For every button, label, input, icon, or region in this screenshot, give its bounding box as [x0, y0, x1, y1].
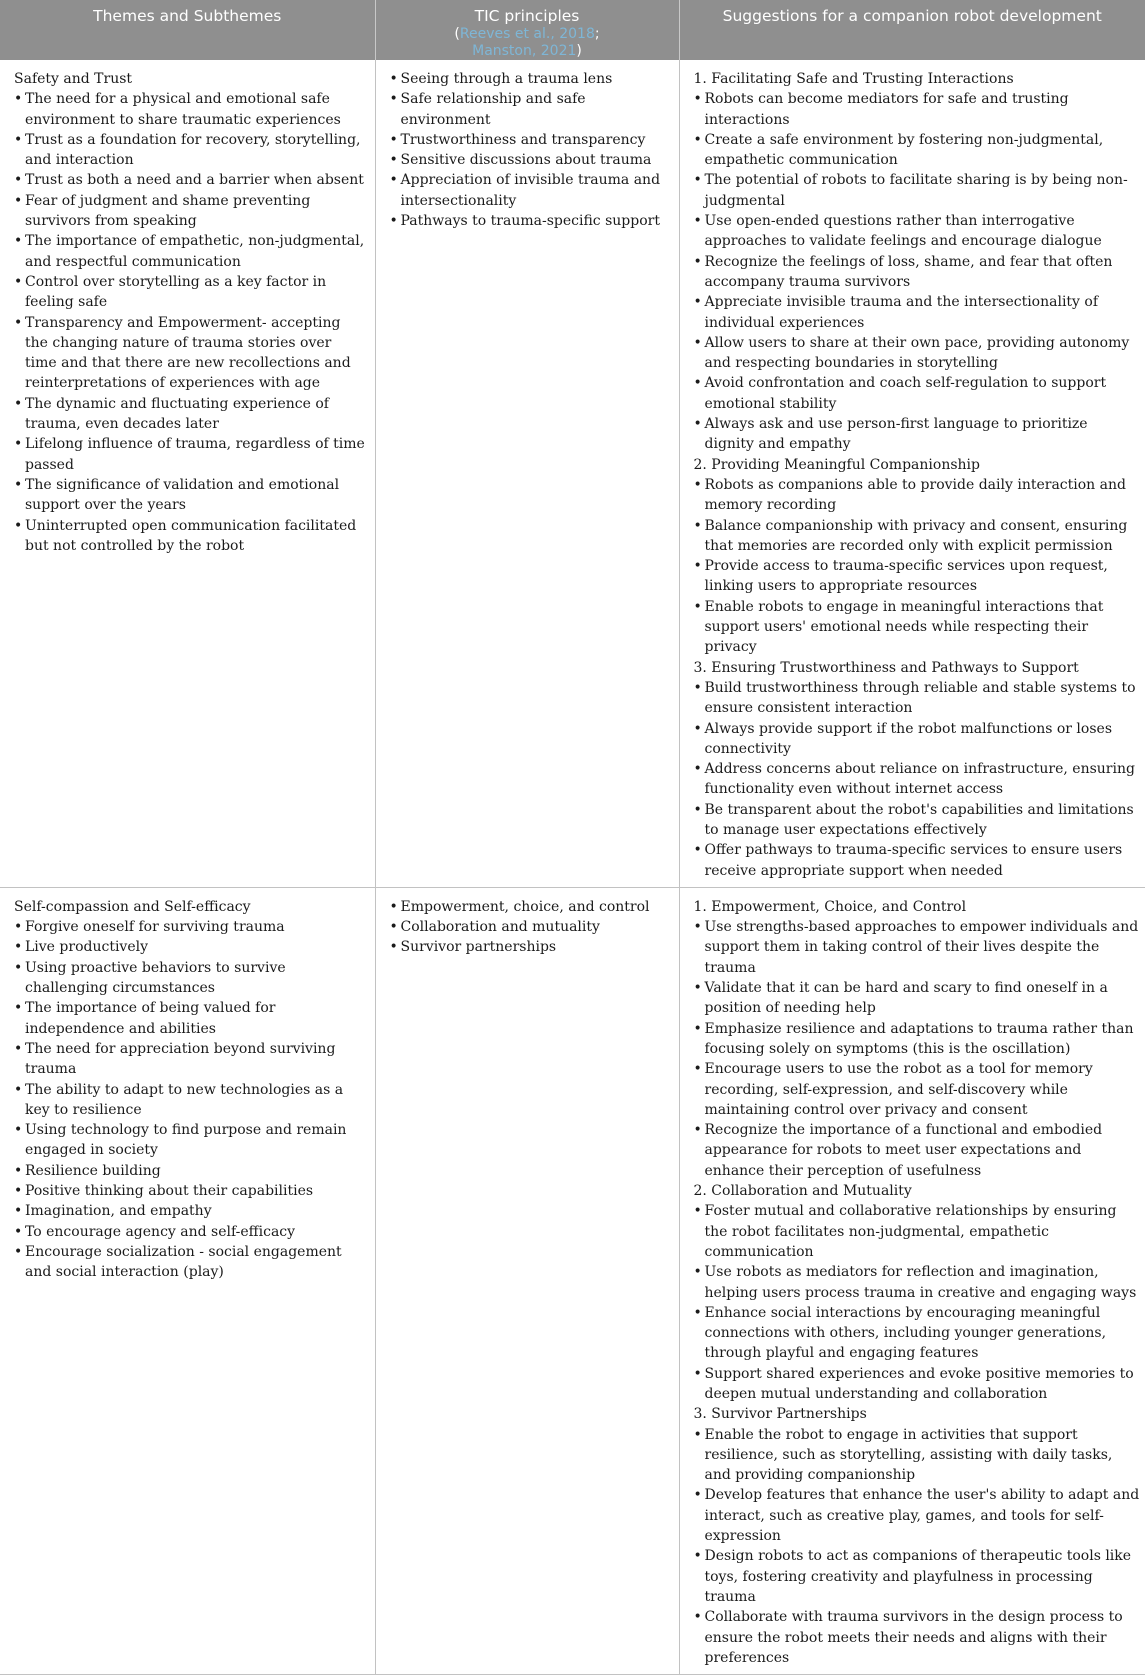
subtheme-item: • Lifelong influence of trauma, regardless of time passed	[14, 434, 367, 475]
citation-link-reeves[interactable]: Reeves et al., 2018	[459, 26, 595, 42]
suggestion-list	[694, 917, 1142, 1181]
subtheme-item: • Resilience building	[14, 1161, 367, 1181]
subtheme-item: • The importance of empathetic, non-judgmental, and respectful communication	[14, 231, 367, 272]
header-tic-principles: TIC principles (Reeves et al., 2018; Manston, 2021)	[375, 0, 679, 60]
suggestion-group-heading: 1. Empowerment, Choice, and Control	[693, 898, 967, 915]
subtheme-item: • Forgive oneself for surviving trauma	[14, 917, 367, 937]
suggestion-group-heading: 3. Survivor Partnerships	[693, 1406, 867, 1423]
principle-item: • Empowerment, choice, and control	[390, 897, 671, 917]
theme-cell	[0, 60, 375, 887]
principle-item: • Collaboration and mutuality	[390, 917, 671, 937]
header-suggestions: Suggestions for a companion robot development	[679, 0, 1145, 60]
suggestion-item: • Appreciate invisible trauma and the intersectionality of individual experiences	[694, 292, 1142, 333]
suggestion-group-heading: 1. Facilitating Safe and Trusting Interactions	[693, 71, 1014, 87]
subtheme-item: • Encourage socialization - social engagement and social interaction (play)	[14, 1242, 367, 1283]
subtheme-item: • Live productively	[14, 937, 367, 957]
suggestion-list	[694, 89, 1142, 454]
suggestions-cell	[679, 60, 1145, 887]
suggestion-item: • Use strengths-based approaches to empower individuals and support them in taking control of their lives despite the trauma	[694, 917, 1142, 978]
subtheme-item: • To encourage agency and self-efficacy	[14, 1222, 367, 1242]
suggestion-item: • Enable the robot to engage in activities that support resilience, such as storytelling, assisting with daily tasks, and providing companionship	[694, 1425, 1142, 1486]
suggestion-item: • Recognize the importance of a functional and embodied appearance for robots to meet user expectations and enhance their perception of usefulness	[694, 1120, 1142, 1181]
principle-item: • Survivor partnerships	[390, 937, 671, 957]
subtheme-item: • Trust as both a need and a barrier when absent	[14, 170, 367, 190]
suggestion-item: • Robots can become mediators for safe and trusting interactions	[694, 89, 1142, 130]
suggestion-item: • Create a safe environment by fostering non-judgmental, empathetic communication	[694, 130, 1142, 171]
principle-list	[390, 897, 671, 958]
subtheme-item: • Using technology to find purpose and remain engaged in society	[14, 1120, 367, 1161]
principles-cell	[375, 60, 679, 887]
suggestion-list	[694, 475, 1142, 658]
suggestion-item: • Always provide support if the robot malfunctions or loses connectivity	[694, 719, 1142, 760]
table-row	[0, 887, 1145, 1674]
subtheme-item: • Imagination, and empathy	[14, 1201, 367, 1221]
subtheme-list	[14, 917, 367, 1282]
subtheme-item: • Trust as a foundation for recovery, storytelling, and interaction	[14, 130, 367, 171]
subtheme-list	[14, 89, 367, 556]
header-themes: Themes and Subthemes	[0, 0, 375, 60]
suggestion-item: • Address concerns about reliance on infrastructure, ensuring functionality even without internet access	[694, 759, 1142, 800]
principle-item: • Seeing through a trauma lens	[390, 69, 671, 89]
suggestion-item: • Emphasize resilience and adaptations to trauma rather than focusing solely on symptoms (this is the oscillation)	[694, 1019, 1142, 1060]
suggestion-item: • Enhance social interactions by encouraging meaningful connections with others, including younger generations, through playful and engaging features	[694, 1303, 1142, 1364]
subtheme-item: • The need for a physical and emotional safe environment to share traumatic experiences	[14, 89, 367, 130]
subtheme-item: • Transparency and Empowerment- accepting the changing nature of trauma stories over time and that there are new recollections and reinterpretations of experiences with age	[14, 313, 367, 394]
theme-title: Self-compassion and Self-efficacy	[14, 898, 251, 915]
suggestion-item: • Foster mutual and collaborative relationships by ensuring the robot facilitates non-judgmental, empathetic communication	[694, 1201, 1142, 1262]
table-row	[0, 60, 1145, 887]
suggestion-item: • Be transparent about the robot's capabilities and limitations to manage user expectations effectively	[694, 800, 1142, 841]
suggestion-group-heading: 2. Providing Meaningful Companionship	[693, 456, 980, 473]
subtheme-item: • Fear of judgment and shame preventing survivors from speaking	[14, 191, 367, 232]
header-row	[0, 0, 1145, 60]
subtheme-item: • The need for appreciation beyond surviving trauma	[14, 1039, 367, 1080]
suggestion-item: • Collaborate with trauma survivors in the design process to ensure the robot meets their needs and aligns with their preferences	[694, 1607, 1142, 1668]
principle-item: • Safe relationship and safe environment	[390, 89, 671, 130]
subtheme-item: • Positive thinking about their capabilities	[14, 1181, 367, 1201]
suggestion-list	[694, 1425, 1142, 1669]
suggestion-item: • Validate that it can be hard and scary to find oneself in a position of needing help	[694, 978, 1142, 1019]
suggestion-item: • Robots as companions able to provide daily interaction and memory recording	[694, 475, 1142, 516]
suggestion-item: • Recognize the feelings of loss, shame, and fear that often accompany trauma survivors	[694, 252, 1142, 293]
subtheme-item: • The significance of validation and emotional support over the years	[14, 475, 367, 516]
subtheme-item: • The dynamic and fluctuating experience of trauma, even decades later	[14, 394, 367, 435]
suggestion-group-heading: 3. Ensuring Trustworthiness and Pathways to Support	[693, 659, 1079, 676]
suggestion-item: • Encourage users to use the robot as a tool for memory recording, self-expression, and self-discovery while maintaining control over privacy and consent	[694, 1059, 1142, 1120]
suggestion-item: • Offer pathways to trauma-specific services to ensure users receive appropriate support when needed	[694, 840, 1142, 881]
theme-cell	[0, 887, 375, 1674]
suggestion-item: • Use open-ended questions rather than interrogative approaches to validate feelings and encourage dialogue	[694, 211, 1142, 252]
subtheme-item: • Using proactive behaviors to survive challenging circumstances	[14, 958, 367, 999]
subtheme-item: • Control over storytelling as a key factor in feeling safe	[14, 272, 367, 313]
principle-item: • Trustworthiness and transparency	[390, 130, 671, 150]
suggestion-item: • Balance companionship with privacy and consent, ensuring that memories are recorded only with explicit permission	[694, 516, 1142, 557]
suggestion-item: • Allow users to share at their own pace, providing autonomy and respecting boundaries in storytelling	[694, 333, 1142, 374]
suggestion-item: • Use robots as mediators for reflection and imagination, helping users process trauma in creative and engaging ways	[694, 1262, 1142, 1303]
citation-link-manston[interactable]: Manston, 2021	[472, 43, 577, 59]
principle-item: • Pathways to trauma-specific support	[390, 211, 671, 231]
subtheme-item: • The ability to adapt to new technologies as a key to resilience	[14, 1080, 367, 1121]
suggestion-item: • Support shared experiences and evoke positive memories to deepen mutual understanding and collaboration	[694, 1364, 1142, 1405]
suggestion-item: • Develop features that enhance the user's ability to adapt and interact, such as creative play, games, and tools for self-expression	[694, 1485, 1142, 1546]
suggestion-item: • Provide access to trauma-specific services upon request, linking users to appropriate resources	[694, 556, 1142, 597]
suggestion-list	[694, 1201, 1142, 1404]
suggestion-item: • Enable robots to engage in meaningful interactions that support users' emotional needs while respecting their privacy	[694, 597, 1142, 658]
theme-title: Safety and Trust	[14, 71, 133, 87]
subtheme-item: • The importance of being valued for independence and abilities	[14, 998, 367, 1039]
suggestion-item: • Build trustworthiness through reliable and stable systems to ensure consistent interaction	[694, 678, 1142, 719]
suggestion-item: • Always ask and use person-first language to prioritize dignity and empathy	[694, 414, 1142, 455]
principle-list	[390, 69, 671, 231]
suggestions-cell	[679, 887, 1145, 1674]
suggestion-item: • The potential of robots to facilitate sharing is by being non-judgmental	[694, 170, 1142, 211]
principles-cell	[375, 887, 679, 1674]
suggestion-item: • Design robots to act as companions of therapeutic tools like toys, fostering creativity and playfulness in processing trauma	[694, 1546, 1142, 1607]
principle-item: • Appreciation of invisible trauma and intersectionality	[390, 170, 671, 211]
suggestion-item: • Avoid confrontation and coach self-regulation to support emotional stability	[694, 373, 1142, 414]
principle-item: • Sensitive discussions about trauma	[390, 150, 671, 170]
suggestion-list	[694, 678, 1142, 881]
suggestion-group-heading: 2. Collaboration and Mutuality	[693, 1183, 912, 1200]
subtheme-item: • Uninterrupted open communication facilitated but not controlled by the robot	[14, 516, 367, 557]
